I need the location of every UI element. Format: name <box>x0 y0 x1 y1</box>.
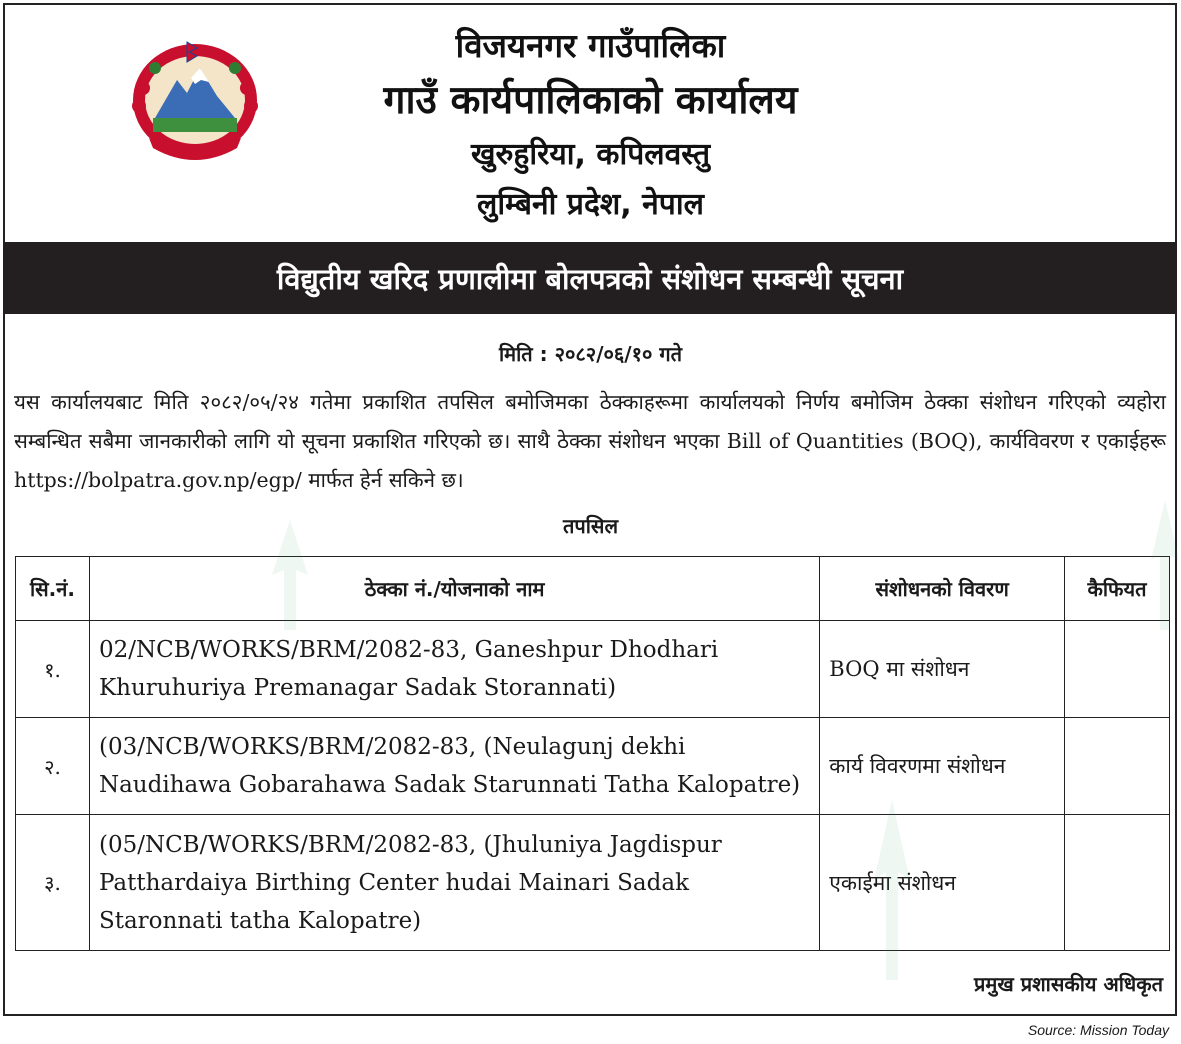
municipality-name: विजयनगर गाउँपालिका <box>455 26 726 65</box>
row-sn: ३. <box>16 815 90 951</box>
source-credit: Source: Mission Today <box>1027 1022 1169 1038</box>
table-row <box>16 815 1170 951</box>
office-location: खुरुहुरिया, कपिलवस्तु <box>470 137 711 172</box>
row-remarks <box>1065 621 1170 718</box>
table-header-row <box>16 557 1170 621</box>
row-amendment-desc: कार्य विवरणमा संशोधन <box>820 718 1065 815</box>
row-contract-name: (03/NCB/WORKS/BRM/2082-83, (Neulagunj dekhi Naudihawa Gobarahawa Sadak Starunnati Tatha Kalopatre) <box>89 718 819 815</box>
row-sn: २. <box>16 718 90 815</box>
notice-date: मिति : २०८२/०६/१० गते <box>498 342 683 366</box>
notice-title: विद्युतीय खरिद प्रणालीमा बोलपत्रको संशोधन सम्बन्धी सूचना <box>276 261 904 296</box>
province-country: लुम्बिनी प्रदेश, नेपाल <box>477 187 704 222</box>
row-sn: १. <box>16 621 90 718</box>
row-amendment-desc: BOQ मा संशोधन <box>820 621 1065 718</box>
amendment-table <box>15 556 1170 951</box>
signatory-title: प्रमुख प्रशासकीय अधिकृत <box>974 972 1163 996</box>
office-name: गाउँ कार्यपालिकाको कार्यालय <box>383 78 798 123</box>
row-remarks <box>1065 815 1170 951</box>
notice-title-banner <box>3 242 1177 314</box>
table-caption: तपसिल <box>562 514 619 538</box>
row-amendment-desc: एकाईमा संशोधन <box>820 815 1065 951</box>
row-contract-name: (05/NCB/WORKS/BRM/2082-83, (Jhuluniya Jagdispur Patthardaiya Birthing Center hudai Mainari Sadak Staronnati tatha Kalopatre) <box>89 815 819 951</box>
row-remarks <box>1065 718 1170 815</box>
table-row <box>16 621 1170 718</box>
col-header-remarks: कैफियत <box>1065 557 1170 621</box>
table-row <box>16 718 1170 815</box>
col-header-sn: सि.नं. <box>16 557 90 621</box>
row-contract-name: 02/NCB/WORKS/BRM/2082-83, Ganeshpur Dhodhari Khuruhuriya Premanagar Sadak Storannati) <box>89 621 819 718</box>
col-header-name: ठेक्का नं./योजनाको नाम <box>89 557 819 621</box>
col-header-desc: संशोधनको विवरण <box>820 557 1065 621</box>
notice-body: यस कार्यालयबाट मिति २०८२/०५/२४ गतेमा प्रकाशित तपसिल बमोजिमका ठेक्काहरूमा कार्यालयको निर्णय बमोजिम ठेक्का संशोधन गरिएको व्यहोरा सम्बन्धित सबैमा जानकारीको लागि यो सूचना प्रकाशित गरिएको छ। साथै ठेक्का संशोधन भएका Bill of Quantities (BOQ), कार्यविवरण र एकाईहरू https://bolpatra.gov.np/egp/ मार्फत हेर्न सकिने छ। <box>14 390 1166 492</box>
